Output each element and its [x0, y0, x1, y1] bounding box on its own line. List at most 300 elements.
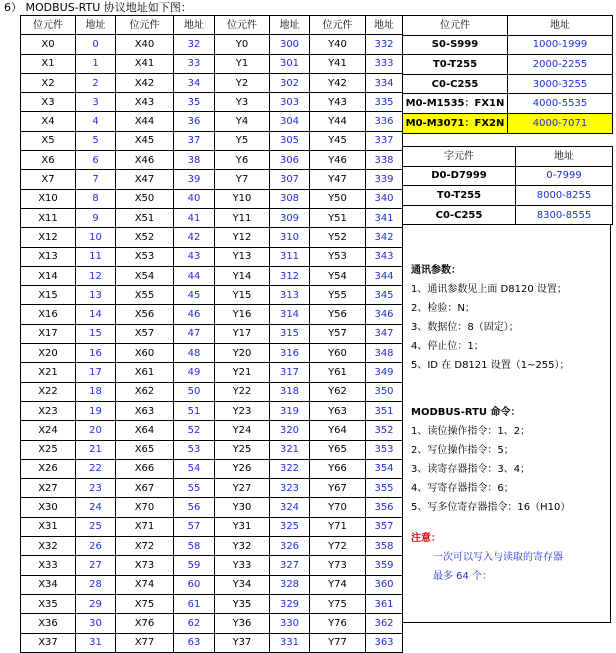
device-cell: X52 [116, 228, 174, 247]
address-cell: 343 [366, 247, 403, 266]
table-row [21, 73, 403, 92]
device-cell: X20 [21, 344, 76, 363]
address-cell: 10 [76, 228, 116, 247]
header-address: 地址 [174, 16, 215, 35]
bit-range-row [403, 94, 613, 114]
address-cell: 52 [174, 421, 215, 440]
device-cell: Y43 [310, 93, 366, 112]
header-address: 地址 [76, 16, 116, 35]
device-cell: Y0 [215, 35, 270, 54]
address-cell: 22 [76, 459, 116, 478]
device-cell: X76 [116, 614, 174, 633]
header-device: 位元件 [403, 16, 508, 36]
device-cell: X51 [116, 208, 174, 227]
address-cell: 63 [174, 633, 215, 652]
address-cell: 44 [174, 266, 215, 285]
address-cell: 47 [174, 324, 215, 343]
modbus-main-address-table [20, 15, 403, 653]
table-row [21, 344, 403, 363]
address-cell: 350 [366, 382, 403, 401]
device-cell: X5 [21, 131, 76, 150]
address-cell: 17 [76, 363, 116, 382]
device-cell: X3 [21, 93, 76, 112]
address-cell: 19 [76, 401, 116, 420]
notes-panel [402, 224, 611, 623]
device-cell: X44 [116, 112, 174, 131]
address-cell: 341 [366, 208, 403, 227]
address-cell: 322 [270, 459, 310, 478]
address-cell: 2 [76, 73, 116, 92]
address-cell: 49 [174, 363, 215, 382]
word-range-header-row [403, 147, 613, 167]
address-cell: 54 [174, 459, 215, 478]
device-cell: X57 [116, 324, 174, 343]
device-cell: Y7 [215, 170, 270, 189]
address-cell: 335 [366, 93, 403, 112]
address-cell: 8 [76, 189, 116, 208]
address-cell: 12 [76, 266, 116, 285]
table-row [21, 324, 403, 343]
address-cell: 356 [366, 498, 403, 517]
device-cell: Y21 [215, 363, 270, 382]
device-cell: Y25 [215, 440, 270, 459]
table-row [21, 305, 403, 324]
table-row [21, 594, 403, 613]
device-range-cell: C0-C255 [403, 205, 516, 225]
bit-range-table [402, 15, 613, 134]
device-range-cell: C0-C255 [403, 74, 508, 94]
comm-param-item: 3、数据位：8（固定）； [411, 322, 519, 333]
device-cell: Y23 [215, 401, 270, 420]
word-range-row [403, 166, 613, 186]
device-cell: X77 [116, 633, 174, 652]
device-cell: Y5 [215, 131, 270, 150]
device-range-cell: T0-T255 [403, 186, 516, 206]
comm-params-block [411, 261, 570, 375]
modbus-command-item: 5、写多位寄存器指令：16（H10） [411, 502, 571, 513]
warning-line: 最多 64 个： [433, 571, 493, 582]
address-cell: 6 [76, 151, 116, 170]
address-cell: 46 [174, 305, 215, 324]
device-cell: Y12 [215, 228, 270, 247]
table-row [21, 382, 403, 401]
table-row [21, 170, 403, 189]
bit-range-row [403, 74, 613, 94]
comm-param-item: 2、检验：N； [411, 303, 475, 314]
address-cell: 60 [174, 575, 215, 594]
address-cell: 353 [366, 440, 403, 459]
device-cell: Y55 [310, 286, 366, 305]
device-cell: Y35 [215, 594, 270, 613]
address-cell: 348 [366, 344, 403, 363]
address-cell: 344 [366, 266, 403, 285]
device-cell: X53 [116, 247, 174, 266]
device-cell: Y57 [310, 324, 366, 343]
device-cell: Y73 [310, 556, 366, 575]
device-cell: Y11 [215, 208, 270, 227]
header-address: 地址 [366, 16, 403, 35]
table-row [21, 363, 403, 382]
device-cell: Y16 [215, 305, 270, 324]
address-cell: 338 [366, 151, 403, 170]
address-cell: 323 [270, 479, 310, 498]
device-cell: X11 [21, 208, 76, 227]
address-cell: 336 [366, 112, 403, 131]
modbus-commands-title: MODBUS-RTU 命令： [411, 407, 521, 418]
address-cell: 342 [366, 228, 403, 247]
device-cell: X26 [21, 459, 76, 478]
address-cell: 315 [270, 324, 310, 343]
device-cell: X43 [116, 93, 174, 112]
device-cell: X30 [21, 498, 76, 517]
device-cell: Y56 [310, 305, 366, 324]
address-cell: 302 [270, 73, 310, 92]
device-cell: Y40 [310, 35, 366, 54]
address-cell: 340 [366, 189, 403, 208]
device-cell: X14 [21, 266, 76, 285]
modbus-command-item: 3、读寄存器指令：3、4； [411, 464, 531, 475]
address-cell: 339 [366, 170, 403, 189]
address-cell: 29 [76, 594, 116, 613]
address-cell: 306 [270, 151, 310, 170]
address-cell: 27 [76, 556, 116, 575]
device-cell: Y1 [215, 54, 270, 73]
table-row [21, 517, 403, 536]
device-cell: X37 [21, 633, 76, 652]
address-cell: 316 [270, 344, 310, 363]
address-cell: 51 [174, 401, 215, 420]
device-cell: X33 [21, 556, 76, 575]
address-cell: 363 [366, 633, 403, 652]
address-cell: 9 [76, 208, 116, 227]
device-cell: X27 [21, 479, 76, 498]
address-cell: 324 [270, 498, 310, 517]
address-cell: 355 [366, 479, 403, 498]
modbus-command-item: 4、写寄存器指令：6； [411, 483, 514, 494]
bit-range-row [403, 55, 613, 75]
address-cell: 15 [76, 324, 116, 343]
device-cell: X12 [21, 228, 76, 247]
table-row [21, 614, 403, 633]
device-cell: Y65 [310, 440, 366, 459]
device-cell: X16 [21, 305, 76, 324]
address-cell: 312 [270, 266, 310, 285]
device-cell: X65 [116, 440, 174, 459]
address-cell: 53 [174, 440, 215, 459]
address-cell: 25 [76, 517, 116, 536]
device-cell: Y34 [215, 575, 270, 594]
address-cell: 41 [174, 208, 215, 227]
device-cell: X45 [116, 131, 174, 150]
device-cell: Y52 [310, 228, 366, 247]
address-cell: 354 [366, 459, 403, 478]
address-cell: 332 [366, 35, 403, 54]
device-cell: Y31 [215, 517, 270, 536]
device-cell: X64 [116, 421, 174, 440]
address-cell: 45 [174, 286, 215, 305]
device-cell: Y71 [310, 517, 366, 536]
device-cell: X10 [21, 189, 76, 208]
device-cell: X74 [116, 575, 174, 594]
address-cell: 360 [366, 575, 403, 594]
address-cell: 56 [174, 498, 215, 517]
address-cell: 14 [76, 305, 116, 324]
device-cell: Y50 [310, 189, 366, 208]
comm-params-title: 通讯参数： [411, 265, 461, 276]
address-cell: 7 [76, 170, 116, 189]
device-cell: Y41 [310, 54, 366, 73]
device-cell: Y2 [215, 73, 270, 92]
device-cell: Y51 [310, 208, 366, 227]
table-header-row [21, 16, 403, 35]
address-cell: 58 [174, 537, 215, 556]
device-cell: X66 [116, 459, 174, 478]
table-row [21, 54, 403, 73]
address-cell: 359 [366, 556, 403, 575]
address-cell: 37 [174, 131, 215, 150]
address-cell: 351 [366, 401, 403, 420]
device-cell: X67 [116, 479, 174, 498]
device-cell: X0 [21, 35, 76, 54]
device-cell: X75 [116, 594, 174, 613]
address-cell: 303 [270, 93, 310, 112]
address-cell: 314 [270, 305, 310, 324]
word-range-row [403, 186, 613, 206]
device-cell: Y44 [310, 112, 366, 131]
device-cell: X24 [21, 421, 76, 440]
device-cell: Y15 [215, 286, 270, 305]
device-cell: Y33 [215, 556, 270, 575]
address-cell: 357 [366, 517, 403, 536]
device-cell: Y70 [310, 498, 366, 517]
device-cell: X42 [116, 73, 174, 92]
address-cell: 334 [366, 73, 403, 92]
device-cell: Y66 [310, 459, 366, 478]
warning-block [411, 529, 563, 586]
device-cell: Y74 [310, 575, 366, 594]
address-cell: 38 [174, 151, 215, 170]
word-range-row [403, 205, 613, 225]
address-cell: 358 [366, 537, 403, 556]
table-row [21, 151, 403, 170]
modbus-commands-block [411, 403, 570, 517]
address-cell: 34 [174, 73, 215, 92]
address-cell: 311 [270, 247, 310, 266]
table-row [21, 131, 403, 150]
device-cell: Y64 [310, 421, 366, 440]
header-device: 位元件 [215, 16, 270, 35]
device-cell: Y24 [215, 421, 270, 440]
address-cell: 39 [174, 170, 215, 189]
address-cell: 4 [76, 112, 116, 131]
device-cell: X32 [21, 537, 76, 556]
table-row [21, 266, 403, 285]
address-cell: 24 [76, 498, 116, 517]
device-cell: Y30 [215, 498, 270, 517]
bit-range-row [403, 35, 613, 55]
device-cell: X6 [21, 151, 76, 170]
address-range-cell: 8300-8555 [516, 205, 613, 225]
address-cell: 313 [270, 286, 310, 305]
address-cell: 20 [76, 421, 116, 440]
section-title: 6） MODBUS-RTU 协议地址如下图： [4, 1, 192, 14]
table-row [21, 208, 403, 227]
address-cell: 55 [174, 479, 215, 498]
device-cell: Y10 [215, 189, 270, 208]
device-cell: X50 [116, 189, 174, 208]
address-cell: 59 [174, 556, 215, 575]
device-cell: Y36 [215, 614, 270, 633]
address-range-cell: 2000-2255 [508, 55, 613, 75]
address-cell: 33 [174, 54, 215, 73]
table-row [21, 93, 403, 112]
device-cell: Y53 [310, 247, 366, 266]
header-device: 位元件 [116, 16, 174, 35]
address-cell: 319 [270, 401, 310, 420]
address-cell: 345 [366, 286, 403, 305]
device-cell: Y67 [310, 479, 366, 498]
table-row [21, 556, 403, 575]
table-row [21, 440, 403, 459]
device-cell: Y45 [310, 131, 366, 150]
device-cell: Y47 [310, 170, 366, 189]
address-cell: 23 [76, 479, 116, 498]
address-cell: 61 [174, 594, 215, 613]
device-cell: Y76 [310, 614, 366, 633]
device-cell: Y20 [215, 344, 270, 363]
device-cell: Y72 [310, 537, 366, 556]
device-cell: Y13 [215, 247, 270, 266]
address-cell: 317 [270, 363, 310, 382]
device-cell: X41 [116, 54, 174, 73]
device-range-cell: T0-T255 [403, 55, 508, 75]
comm-param-item: 5、ID 在 D8121 设置（1~255）； [411, 360, 570, 371]
address-cell: 333 [366, 54, 403, 73]
device-cell: X36 [21, 614, 76, 633]
address-range-cell: 4000-5535 [508, 94, 613, 114]
device-cell: Y17 [215, 324, 270, 343]
device-cell: X17 [21, 324, 76, 343]
table-row [21, 286, 403, 305]
address-cell: 347 [366, 324, 403, 343]
device-range-cell: S0-S999 [403, 35, 508, 55]
device-cell: Y60 [310, 344, 366, 363]
device-cell: X1 [21, 54, 76, 73]
address-cell: 301 [270, 54, 310, 73]
address-cell: 40 [174, 189, 215, 208]
address-cell: 329 [270, 594, 310, 613]
device-cell: X4 [21, 112, 76, 131]
table-row [21, 498, 403, 517]
address-cell: 43 [174, 247, 215, 266]
device-cell: X54 [116, 266, 174, 285]
table-row [21, 633, 403, 652]
device-cell: X55 [116, 286, 174, 305]
device-cell: X34 [21, 575, 76, 594]
address-cell: 328 [270, 575, 310, 594]
table-row [21, 575, 403, 594]
device-cell: X61 [116, 363, 174, 382]
device-cell: Y61 [310, 363, 366, 382]
modbus-command-item: 1、读位操作指令：1、2； [411, 426, 531, 437]
address-range-cell: 0-7999 [516, 166, 613, 186]
address-cell: 11 [76, 247, 116, 266]
address-cell: 352 [366, 421, 403, 440]
device-cell: Y42 [310, 73, 366, 92]
address-cell: 13 [76, 286, 116, 305]
address-cell: 35 [174, 93, 215, 112]
device-cell: X70 [116, 498, 174, 517]
address-cell: 16 [76, 344, 116, 363]
device-cell: Y54 [310, 266, 366, 285]
header-device: 位元件 [21, 16, 76, 35]
device-cell: X46 [116, 151, 174, 170]
modbus-command-item: 2、写位操作指令：5； [411, 445, 514, 456]
word-range-table [402, 146, 613, 225]
table-row [21, 479, 403, 498]
address-cell: 304 [270, 112, 310, 131]
device-cell: Y77 [310, 633, 366, 652]
header-device: 字元件 [403, 147, 516, 167]
header-device: 位元件 [310, 16, 366, 35]
warning-line: 一次可以写入与读取的寄存器 [433, 552, 563, 563]
device-cell: X62 [116, 382, 174, 401]
device-cell: X25 [21, 440, 76, 459]
address-cell: 36 [174, 112, 215, 131]
device-range-cell: D0-D7999 [403, 166, 516, 186]
header-address: 地址 [270, 16, 310, 35]
device-cell: Y14 [215, 266, 270, 285]
address-cell: 321 [270, 440, 310, 459]
address-cell: 57 [174, 517, 215, 536]
address-range-cell: 8000-8255 [516, 186, 613, 206]
device-cell: X73 [116, 556, 174, 575]
device-cell: X35 [21, 594, 76, 613]
bit-range-header-row [403, 16, 613, 36]
address-cell: 0 [76, 35, 116, 54]
device-cell: X56 [116, 305, 174, 324]
header-address: 地址 [508, 16, 613, 36]
address-cell: 346 [366, 305, 403, 324]
address-cell: 362 [366, 614, 403, 633]
address-range-cell: 3000-3255 [508, 74, 613, 94]
device-cell: Y62 [310, 382, 366, 401]
device-cell: Y22 [215, 382, 270, 401]
address-cell: 31 [76, 633, 116, 652]
table-row [21, 35, 403, 54]
address-cell: 305 [270, 131, 310, 150]
device-cell: X21 [21, 363, 76, 382]
address-cell: 361 [366, 594, 403, 613]
address-cell: 307 [270, 170, 310, 189]
device-cell: X40 [116, 35, 174, 54]
device-range-cell: M0-M3071：FX2N [403, 113, 508, 133]
device-cell: X60 [116, 344, 174, 363]
device-cell: Y27 [215, 479, 270, 498]
address-cell: 325 [270, 517, 310, 536]
address-cell: 318 [270, 382, 310, 401]
address-cell: 331 [270, 633, 310, 652]
address-cell: 42 [174, 228, 215, 247]
device-cell: X22 [21, 382, 76, 401]
device-cell: Y4 [215, 112, 270, 131]
address-cell: 28 [76, 575, 116, 594]
address-cell: 327 [270, 556, 310, 575]
device-cell: X72 [116, 537, 174, 556]
device-cell: Y37 [215, 633, 270, 652]
device-range-cell: M0-M1535：FX1N [403, 94, 508, 114]
device-cell: Y63 [310, 401, 366, 420]
